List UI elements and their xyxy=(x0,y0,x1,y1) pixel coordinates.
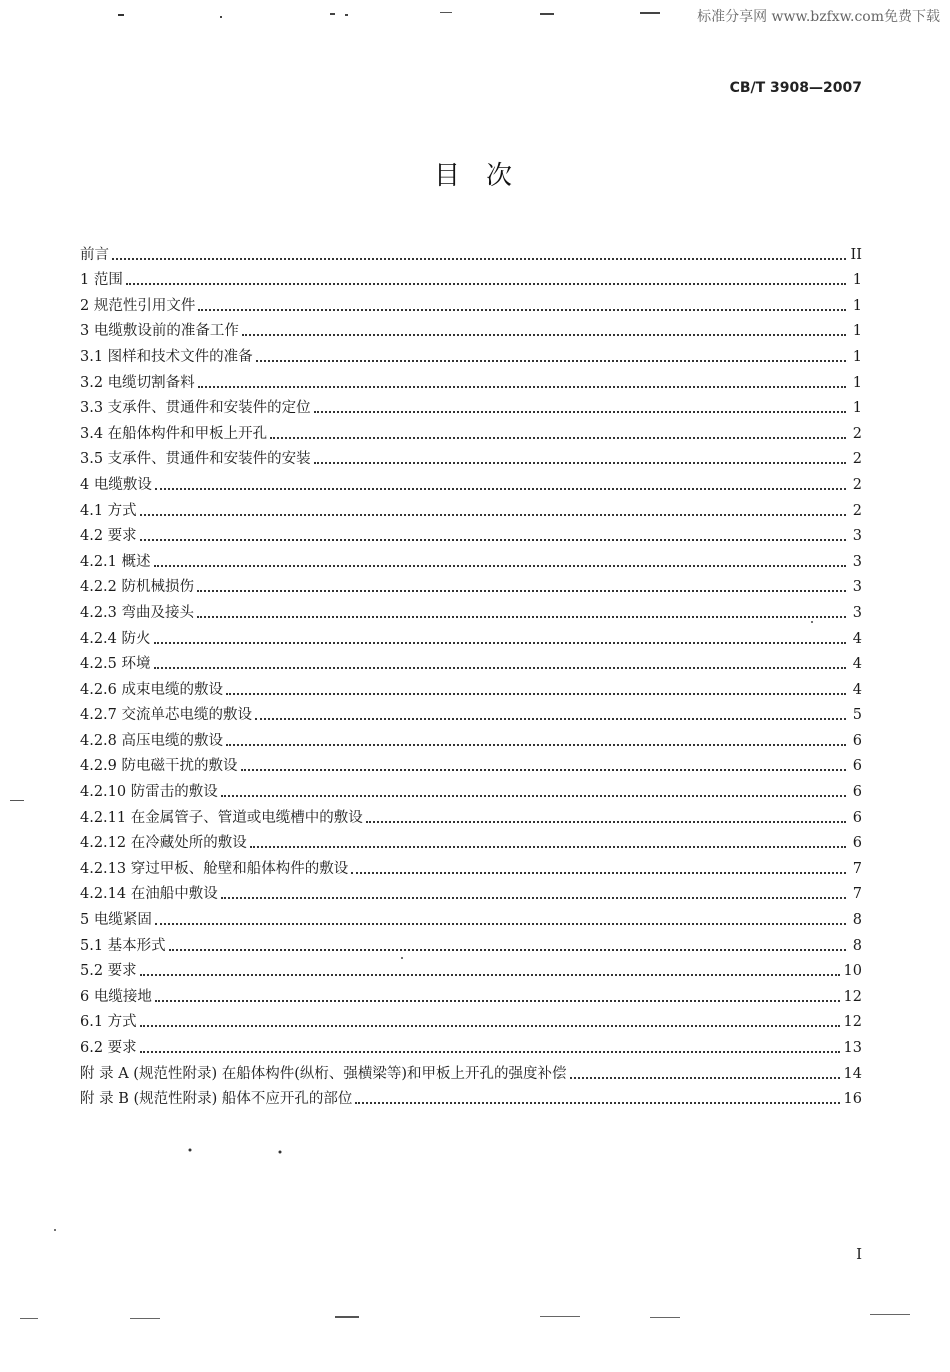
toc-leader-dots xyxy=(250,846,846,848)
toc-entry-page: 7 xyxy=(852,886,862,903)
toc-entry-page: 3 xyxy=(852,553,862,570)
toc-entry[interactable] xyxy=(80,828,862,854)
toc-entry-page: 6 xyxy=(852,732,862,749)
toc-entry[interactable] xyxy=(80,981,862,1007)
toc-entry-page: 16 xyxy=(843,1091,862,1108)
toc-entry-page: 2 xyxy=(852,502,862,519)
toc-entry-page: 8 xyxy=(852,912,862,929)
toc-leader-dots xyxy=(241,769,846,771)
toc-leader-dots xyxy=(226,693,846,695)
toc-entry[interactable] xyxy=(80,879,862,905)
toc-leader-dots xyxy=(154,565,846,567)
toc-entry[interactable] xyxy=(80,776,862,802)
toc-entry[interactable] xyxy=(80,393,862,419)
toc-entry[interactable] xyxy=(80,239,862,265)
toc-entry-label: 前言 xyxy=(80,246,109,263)
toc-entry-page: 2 xyxy=(852,476,862,493)
toc-leader-dots xyxy=(140,1025,840,1027)
table-of-contents xyxy=(80,239,862,1109)
toc-entry[interactable] xyxy=(80,674,862,700)
toc-entry-label: 5 电缆紧固 xyxy=(80,912,152,929)
toc-entry[interactable] xyxy=(80,1084,862,1110)
toc-entry-label: 4.2.10 防雷击的敷设 xyxy=(80,784,218,801)
toc-leader-dots xyxy=(197,616,846,618)
toc-entry-page: 4 xyxy=(852,656,862,673)
toc-entry-label: 5.1 基本形式 xyxy=(80,937,166,954)
toc-leader-dots xyxy=(226,744,846,746)
toc-entry-page: II xyxy=(850,246,862,263)
toc-leader-dots xyxy=(351,872,846,874)
toc-entry-page: 3 xyxy=(852,579,862,596)
toc-entry-label: 3 电缆敷设前的准备工作 xyxy=(80,323,239,340)
toc-leader-dots xyxy=(126,283,846,285)
toc-entry[interactable] xyxy=(80,265,862,291)
toc-entry-label: 4.2 要求 xyxy=(80,528,137,545)
toc-entry-label: 3.2 电缆切割备料 xyxy=(80,374,195,391)
toc-entry-label: 6.2 要求 xyxy=(80,1040,137,1056)
toc-leader-dots xyxy=(366,821,846,823)
toc-entry-page: 1 xyxy=(852,323,862,340)
toc-entry-label: 3.4 在船体构件和甲板上开孔 xyxy=(80,425,268,442)
toc-entry-label: 4.2.13 穿过甲板、舱壁和船体构件的敷设 xyxy=(80,860,349,877)
toc-entry-page: 1 xyxy=(852,400,862,417)
toc-entry[interactable] xyxy=(80,572,862,598)
toc-entry-label: 4.2.5 环境 xyxy=(80,656,151,673)
toc-entry-label: 4.2.1 概述 xyxy=(80,553,151,570)
toc-entry-label: 附 录 A (规范性附录) 在船体构件(纵桁、强横梁等)和甲板上开孔的强度补偿 xyxy=(80,1065,567,1082)
toc-entry-label: 4.2.2 防机械损伤 xyxy=(80,579,195,596)
toc-entry-label: 4.2.8 高压电缆的敷设 xyxy=(80,732,224,749)
toc-leader-dots xyxy=(355,1102,839,1104)
toc-entry-page: 7 xyxy=(852,860,862,877)
toc-entry-page: 1 xyxy=(852,374,862,391)
toc-leader-dots xyxy=(155,488,846,490)
toc-entry-label: 5.2 要求 xyxy=(80,963,137,980)
toc-entry-label: 3.1 图样和技术文件的准备 xyxy=(80,348,253,365)
toc-entry-label: 4.1 方式 xyxy=(80,502,137,519)
toc-leader-dots xyxy=(112,258,846,260)
toc-entry[interactable] xyxy=(80,904,862,930)
toc-leader-dots xyxy=(140,974,840,976)
toc-leader-dots xyxy=(256,360,846,362)
toc-entry-page: 12 xyxy=(843,1014,862,1031)
toc-entry[interactable] xyxy=(80,495,862,521)
toc-leader-dots xyxy=(140,514,846,516)
toc-leader-dots xyxy=(314,462,846,464)
toc-entry[interactable] xyxy=(80,597,862,623)
toc-leader-dots xyxy=(154,642,846,644)
toc-entry-label: 4.2.11 在金属管子、管道或电缆槽中的敷设 xyxy=(80,809,363,826)
toc-entry-label: 4.2.9 防电磁干扰的敷设 xyxy=(80,758,238,775)
toc-leader-dots xyxy=(198,309,846,311)
toc-entry[interactable] xyxy=(80,649,862,675)
toc-entry-page: 3 xyxy=(852,528,862,545)
toc-entry[interactable] xyxy=(80,444,862,470)
toc-entry-page: 1 xyxy=(852,272,862,289)
toc-entry-page: 1 xyxy=(852,297,862,314)
toc-entry[interactable] xyxy=(80,623,862,649)
toc-entry[interactable] xyxy=(80,1032,862,1058)
toc-entry-page: 3 xyxy=(852,604,862,621)
toc-leader-dots xyxy=(242,334,846,336)
toc-entry-label: 6.1 方式 xyxy=(80,1014,137,1031)
page-number: I xyxy=(856,1245,862,1263)
toc-leader-dots xyxy=(197,590,846,592)
toc-entry[interactable] xyxy=(80,751,862,777)
toc-entry[interactable] xyxy=(80,546,862,572)
toc-entry[interactable] xyxy=(80,956,862,982)
toc-entry-label: 3.5 支承件、贯通件和安装件的安装 xyxy=(80,451,311,468)
toc-entry-label: 6 电缆接地 xyxy=(80,988,152,1005)
toc-entry-label: 4.2.14 在油船中敷设 xyxy=(80,886,218,903)
toc-leader-dots xyxy=(314,411,846,413)
toc-entry-page: 4 xyxy=(852,630,862,647)
toc-entry-page: 2 xyxy=(852,425,862,442)
toc-entry-page: 6 xyxy=(852,784,862,801)
toc-entry-label: 1 范围 xyxy=(80,272,123,289)
toc-entry[interactable] xyxy=(80,341,862,367)
toc-entry[interactable] xyxy=(80,930,862,956)
page-title: 目次 xyxy=(433,161,538,191)
toc-entry-label: 4.2.7 交流单芯电缆的敷设 xyxy=(80,707,253,724)
toc-entry-page: 14 xyxy=(843,1065,862,1082)
toc-entry[interactable] xyxy=(80,1058,862,1084)
toc-leader-dots xyxy=(221,795,846,797)
toc-entry-page: 1 xyxy=(852,348,862,365)
toc-entry[interactable] xyxy=(80,367,862,393)
toc-entry-page: 12 xyxy=(843,988,862,1005)
toc-entry[interactable] xyxy=(80,290,862,316)
toc-entry-page: 6 xyxy=(852,758,862,775)
toc-entry-label: 3.3 支承件、贯通件和安装件的定位 xyxy=(80,400,311,417)
toc-entry-page: 5 xyxy=(852,707,862,724)
toc-entry-label: 4.2.12 在冷藏处所的敷设 xyxy=(80,835,247,852)
toc-entry-label: 4.2.3 弯曲及接头 xyxy=(80,604,195,621)
toc-leader-dots xyxy=(169,949,846,951)
toc-entry-page: 13 xyxy=(843,1040,862,1056)
toc-leader-dots xyxy=(255,718,846,720)
toc-entry-page: 8 xyxy=(852,937,862,954)
toc-leader-dots xyxy=(270,437,846,439)
toc-entry-label: 附 录 B (规范性附录) 船体不应开孔的部位 xyxy=(80,1091,353,1108)
toc-entry-page: 6 xyxy=(852,809,862,826)
toc-entry[interactable] xyxy=(80,700,862,726)
toc-entry-label: 4 电缆敷设 xyxy=(80,476,152,493)
toc-entry-page: 10 xyxy=(843,963,862,980)
toc-leader-dots xyxy=(140,1051,840,1053)
toc-entry-label: 4.2.4 防火 xyxy=(80,630,151,647)
standard-code: CB/T 3908—2007 xyxy=(729,80,862,96)
toc-leader-dots xyxy=(155,923,846,925)
toc-entry[interactable] xyxy=(80,853,862,879)
toc-entry-page: 4 xyxy=(852,681,862,698)
watermark-text: 标准分享网 www.bzfxw.com免费下载 xyxy=(697,9,940,25)
toc-entry[interactable] xyxy=(80,418,862,444)
toc-entry[interactable] xyxy=(80,521,862,547)
toc-entry-label: 4.2.6 成束电缆的敷设 xyxy=(80,681,224,698)
toc-entry-page: 2 xyxy=(852,451,862,468)
toc-entry[interactable] xyxy=(80,1007,862,1033)
toc-entry[interactable] xyxy=(80,469,862,495)
toc-entry-page: 6 xyxy=(852,835,862,852)
toc-leader-dots xyxy=(154,667,846,669)
toc-entry[interactable] xyxy=(80,802,862,828)
toc-leader-dots xyxy=(198,386,846,388)
toc-entry[interactable] xyxy=(80,725,862,751)
toc-leader-dots xyxy=(155,1000,840,1002)
toc-entry[interactable] xyxy=(80,316,862,342)
toc-leader-dots xyxy=(570,1077,840,1079)
toc-leader-dots xyxy=(221,897,846,899)
toc-leader-dots xyxy=(140,539,846,541)
toc-entry-label: 2 规范性引用文件 xyxy=(80,297,196,314)
